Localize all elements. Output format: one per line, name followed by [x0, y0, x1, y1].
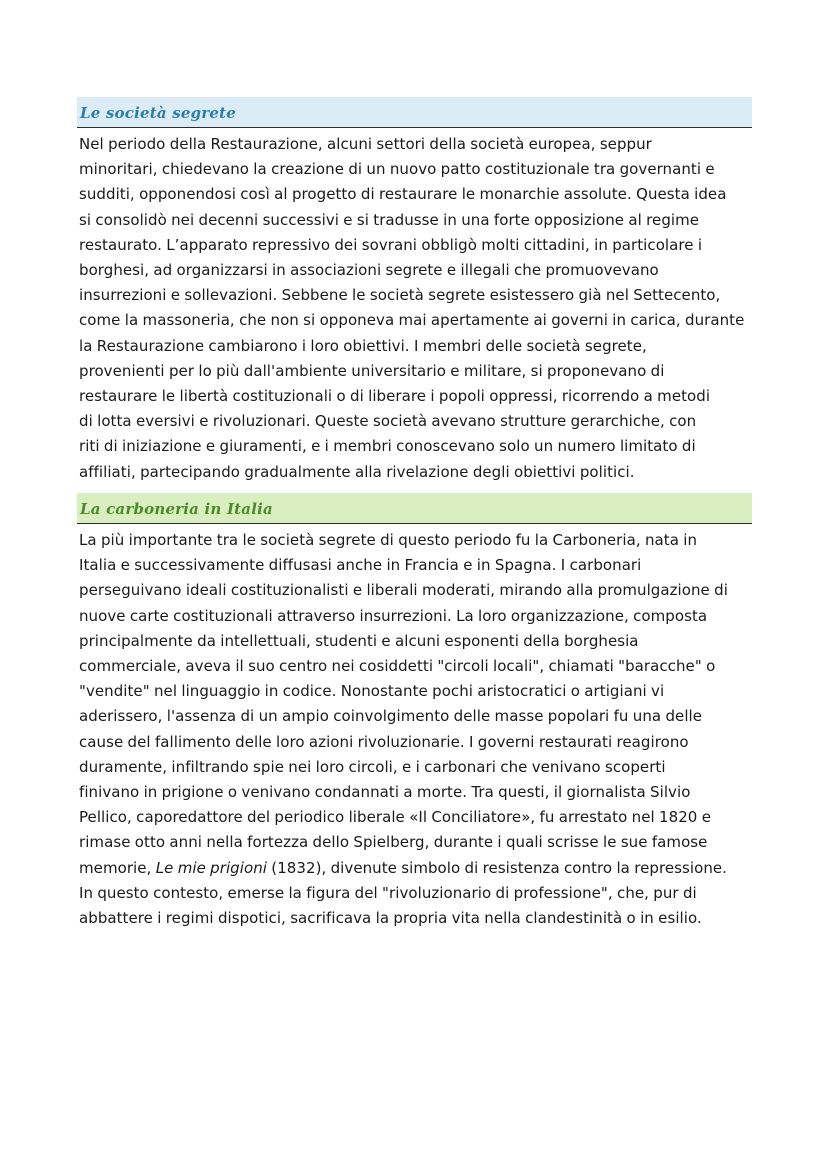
paragraph-line: "vendite" nel linguaggio in codice. Nonostante pochi aristocratici o artigiani vi	[79, 682, 665, 701]
paragraph-line: restaurato. L’apparato repressivo dei sovrani obbligò molti cittadini, in particolare i	[79, 235, 703, 254]
paragraph-line: si consolidò nei decenni successivi e si tradusse in una forte opposizione al regime	[79, 210, 700, 229]
line-text: memorie,	[79, 858, 156, 877]
section-title-societa-segrete: Le società segrete	[77, 97, 752, 128]
paragraph-line: commerciale, aveva il suo centro nei cosiddetti "circoli locali", chiamati "baracche" o	[79, 657, 716, 676]
paragraph-line: aderissero, l'assenza di un ampio coinvolgimento delle masse popolari fu una delle	[79, 707, 703, 726]
document-page	[77, 97, 752, 931]
paragraph-line: come la massoneria, che non si opponeva mai apertamente ai governi in carica, durante	[79, 311, 745, 330]
paragraph-line: finivano in prigione o venivano condannati a morte. Tra questi, il giornalista Silvio	[79, 783, 691, 802]
paragraph-line: nuove carte costituzionali attraverso insurrezioni. La loro organizzazione, composta	[79, 606, 708, 625]
paragraph-line: Italia e successivamente diffusasi anche in Francia e in Spagna. I carbonari	[79, 556, 642, 575]
paragraph-line: Pellico, caporedattore del periodico liberale «Il Conciliatore», fu arrestato nel 1820 e	[79, 808, 711, 827]
paragraph-line: di lotta eversivi e rivoluzionari. Queste società avevano strutture gerarchiche, con	[79, 412, 697, 431]
paragraph-line	[79, 856, 752, 881]
paragraph-line: La più importante tra le società segrete di questo periodo fu la Carboneria, nata in	[79, 531, 698, 549]
paragraph-line: duramente, infiltrando spie nei loro circoli, e i carbonari che venivano scoperti	[79, 757, 666, 776]
paragraph-line: provenienti per lo più dall'ambiente universitario e militare, si proponevano di	[79, 361, 665, 380]
paragraph-line: rimase otto anni nella fortezza dello Spielberg, durante i quali scrisse le sue famose	[79, 833, 708, 852]
section-body-carboneria	[77, 524, 752, 931]
paragraph-line: principalmente da intellettuali, studenti e alcuni esponenti della borghesia	[79, 631, 639, 650]
paragraph-line: perseguivano ideali costituzionalisti e liberali moderati, mirando alla promulgazione di	[79, 581, 728, 600]
paragraph-line: insurrezioni e sollevazioni. Sebbene le società segrete esistessero già nel Settecento,	[79, 286, 721, 305]
paragraph-line: In questo contesto, emerse la figura del "rivoluzionario di professione", che, pur di	[79, 883, 697, 902]
book-title: Le mie prigioni	[155, 858, 267, 877]
paragraph-line: la Restaurazione cambiarono i loro obiettivi. I membri delle società segrete,	[79, 336, 647, 355]
paragraph-line: Nel periodo della Restaurazione, alcuni settori della società europea, seppur	[79, 135, 652, 153]
paragraph-line: affiliati, partecipando gradualmente alla rivelazione degli obiettivi politici.	[79, 462, 635, 481]
section-body-societa-segrete	[77, 128, 752, 488]
paragraph-line: minoritari, chiedevano la creazione di un nuovo patto costituzionale tra governanti e	[79, 160, 715, 179]
paragraph-line: riti di iniziazione e giuramenti, e i membri conoscevano solo un numero limitato di	[79, 437, 696, 456]
paragraph-line: borghesi, ad organizzarsi in associazioni segrete e illegali che promuovevano	[79, 261, 659, 280]
paragraph-line: sudditi, opponendosi così al progetto di restaurare le monarchie assolute. Questa idea	[79, 185, 727, 204]
paragraph-line: abbattere i regimi dispotici, sacrificava la propria vita nella clandestinità o in esilio.	[79, 909, 702, 928]
paragraph-line: restaurare le libertà costituzionali o di liberare i popoli oppressi, ricorrendo a metodi	[79, 387, 711, 406]
line-text: (1832), divenute simbolo di resistenza contro la repressione.	[266, 858, 727, 877]
section-title-carboneria: La carboneria in Italia	[77, 493, 752, 524]
paragraph-line: cause del fallimento delle loro azioni rivoluzionarie. I governi restaurati reagirono	[79, 732, 689, 751]
